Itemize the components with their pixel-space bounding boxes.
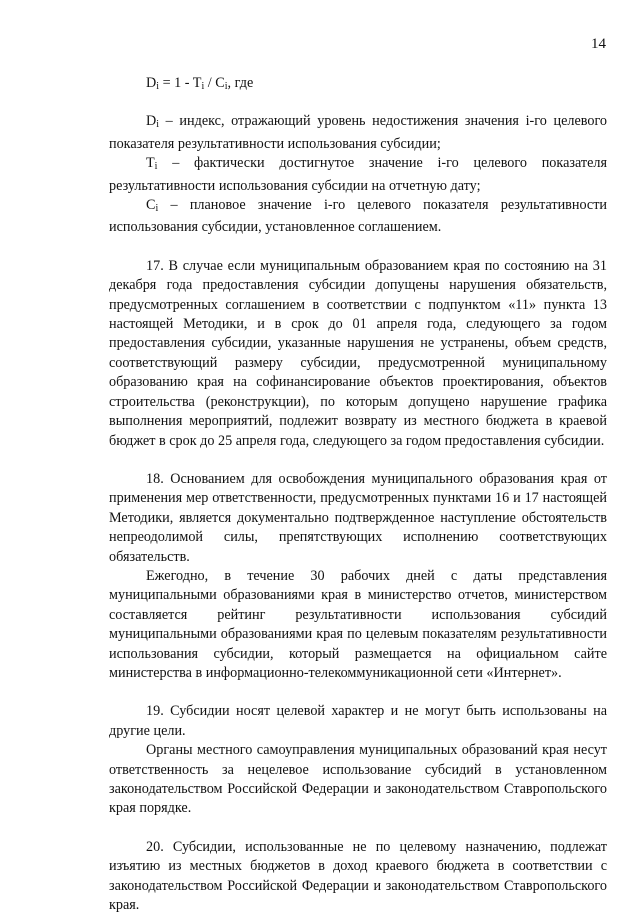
- formula-c-sub: i: [224, 81, 228, 92]
- paragraph-20: 20. Субсидии, использованные не по целевому назначению, подлежат изъятию из местных бюджетов в доход краевого бюджета в соответствии с законодательством Российской Федерации и законодательством Ставропольского края.: [109, 838, 607, 914]
- definition-symbol: D: [146, 113, 157, 130]
- formula-slash: /: [204, 75, 216, 91]
- paragraph-17: 17. В случае если муниципальным образованием края по состоянию на 31 декабря года предоставления субсидии допущены нарушения обязательств, предусмотренных соглашением в соответствии с подпунктом «11» пункта 13 настоящей Методики, и в срок до 01 апреля года, следующего за годом предоставления субсидии, указанные нарушения не устранены, объем средств, соответствующий размеру субсидии, предусмотренной муниципальному образованию края на софинансирование объектов проектирования, объектов строительства (реконструкции), по которым допущено нарушение графика выполнения мероприятий, подлежит возврату из местного бюджета в краевой бюджет в срок до 25 апреля года, следующего за годом предоставления субсидии.: [109, 257, 607, 449]
- definition-sub: i: [155, 203, 159, 215]
- formula-c: C: [215, 75, 225, 91]
- definition-sub: i: [156, 119, 160, 131]
- formula-t-sub: i: [201, 81, 205, 92]
- definition-text: – фактически достигнутое значение i-го целевого показателя результативности использования субсидии на отчетную дату;: [109, 155, 607, 194]
- page-number: 14: [591, 36, 606, 52]
- definition-c: [109, 196, 607, 238]
- paragraph-19: 19. Субсидии носят целевой характер и не могут быть использованы на другие цели.: [109, 703, 607, 739]
- paragraph-18: 18. Основанием для освобождения муниципального образования края от применения мер ответственности, предусмотренных пунктами 16 и 17 настоящей Методики, является документально подтвержденное наступление обстоятельств непреодолимой силы, препятствующих исполнению соответствующих обязательств.: [109, 470, 607, 565]
- definition-symbol: T: [146, 155, 155, 172]
- paragraph-18-rating: Ежегодно, в течение 30 рабочих дней с даты представления муниципальными образованиями края в министерство отчетов, министерством составляется рейтинг результативности использования субсидий муниципальными образованиями края по целевым показателям результативности использования субсидии, который размещается на официальном сайте министерства в информационно-телекоммуникационной сети «Интернет».: [109, 567, 607, 681]
- definition-text: – плановое значение i-го целевого показателя результативности использования субсидии, установленное соглашением.: [109, 197, 607, 236]
- formula-t: T: [192, 75, 202, 91]
- definition-symbol: C: [146, 197, 156, 214]
- formula-tail: , где: [227, 75, 254, 91]
- formula-eq: = 1 -: [159, 75, 193, 91]
- definition-d: [109, 112, 607, 154]
- definition-t: [109, 154, 607, 196]
- document-body: [109, 74, 607, 915]
- formula: [109, 74, 607, 96]
- formula-lhs-sub: i: [156, 81, 160, 92]
- definition-sub: i: [154, 161, 158, 173]
- definition-text: – индекс, отражающий уровень недостижения значения i-го целевого показателя результативности использования субсидии;: [109, 113, 607, 152]
- formula-lhs: D: [146, 75, 157, 91]
- paragraph-19-responsibility: Органы местного самоуправления муниципальных образований края несут ответственность за нецелевое использование субсидий в установленном законодательством Российской Федерации и законодательством Ставропольского края порядке.: [109, 742, 607, 817]
